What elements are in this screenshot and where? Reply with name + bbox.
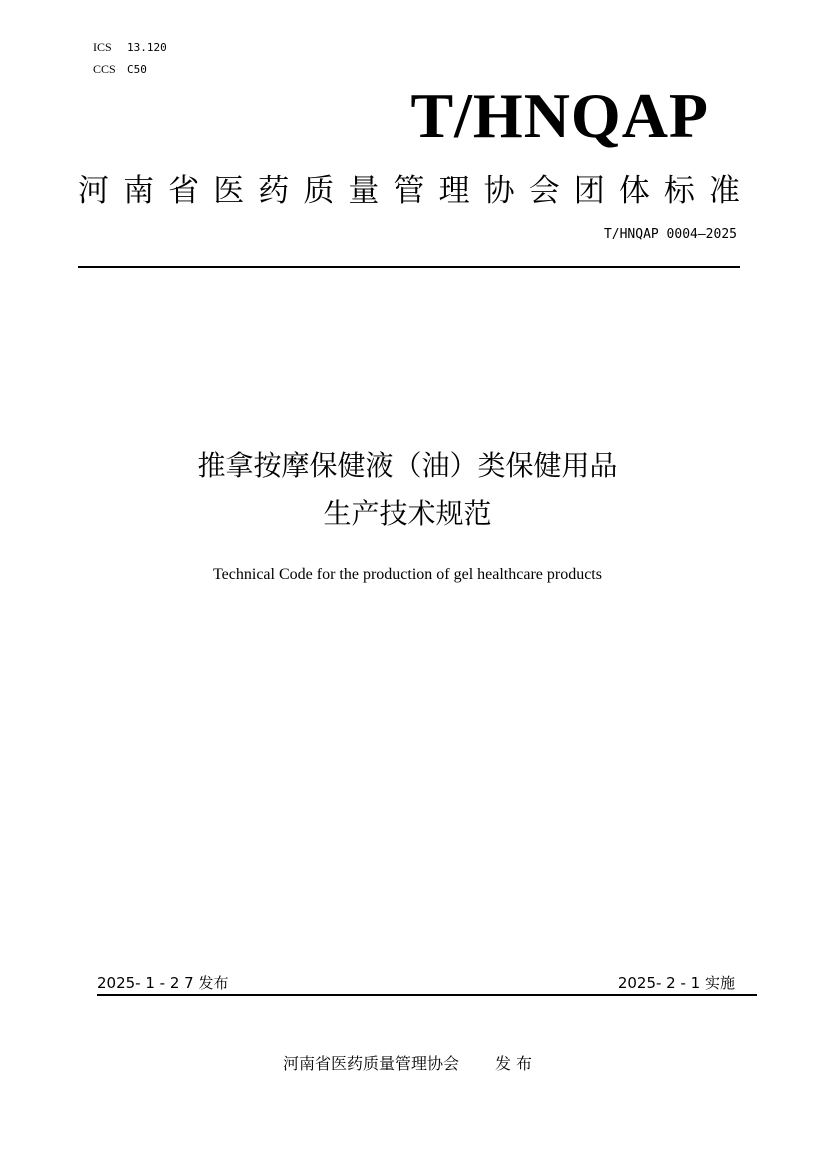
organization-standard-title: 河 南 省 医 药 质 量 管 理 协 会 团 体 标 准 (78, 173, 740, 209)
publish-action: 发 布 (494, 1054, 533, 1073)
title-line-2: 生产技术规范 (323, 497, 492, 530)
ics-value: 13.120 (127, 41, 167, 54)
ics-classification (93, 40, 167, 55)
footer-divider (97, 994, 757, 996)
english-title: Technical Code for the production of gel healthcare products (213, 566, 602, 583)
title-line-1: 推拿按摩保健液（油）类保健用品 (197, 449, 618, 482)
publisher-line (0, 1053, 815, 1075)
ics-label: ICS (93, 40, 112, 54)
standard-number: T/HNQAP 0004—2025 (603, 227, 737, 242)
issue-date: 2025- 1 - 2 7 发布 (97, 974, 229, 992)
standard-logo: T/HNQAP (410, 80, 709, 151)
header-divider (78, 266, 740, 268)
publisher-name: 河南省医药质量管理协会 (282, 1054, 459, 1073)
ccs-classification (93, 62, 147, 77)
implementation-date: 2025- 2 - 1 实施 (617, 974, 735, 992)
document-title (0, 442, 815, 538)
ccs-label: CCS (93, 62, 116, 76)
ccs-value: C50 (127, 63, 147, 76)
